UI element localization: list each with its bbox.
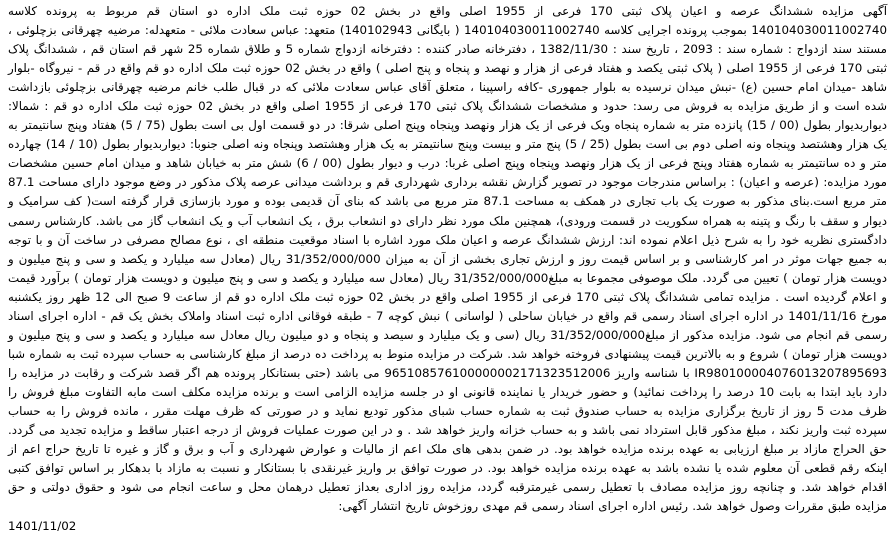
publish-date: 1401/11/02 xyxy=(8,519,77,534)
notice-body: آگهی مزایده ششدانگ عرصه و اعیان پلاک ثبتی 170 فرعی از 1955 اصلی واقع در بخش 02 حوزه ثبت ملک اداره دو استان قم مربوط به پرونده کلاسه 140104030011002740 بموجب پرونده اجرایی کلاسه 140104030011002740 ( بایگانی 140102943) متعهد: عباس سعادت ملائی - متعهدله: مرضیه چهرقانی بزچلوئی ، مستند سند ازدواج : شماره سند : 2093 ، تاریخ سند : 1382/11/30 ، دفترخانه صادر کننده : دفترخانه ازدواج شماره 5 و طلاق شماره 25 شهر قم استان قم ، ششدانگ پلاک ثبتی 170 فرعی از 1955 اصلی ( پلاک ثبتی یکصد و هفتاد فرعی از هزار و نهصد و پنجاه و پنج اصلی ) واقع در بخش 02 حوزه ثبت ملک اداره دو قم واقع در قم - نیروگاه -بلوار شاهد -میدان امام حسین (ع) -نبش میدان نرسیده به بلوار جمهوری -کافه راسپینا ، متعلق آقای عباس سعادت ملائی که در قبال طلب خانم مرضیه چهرقانی بزچلوئی بازداشت شده است و از طریق مزایده به فروش می رسد: حدود و مشخصات ششدانگ پلاک ثبتی 170 فرعی از 1955 اصلی واقع در بخش 02 حوزه ثبت ملک اداره دو قم : شمالا: دیواربدیوار بطول (00 / 15) پانزده متر به شماره پنجاه ویک فرعی از یک هزار ونهصد وپنجاه وپنج اصلی شرقا: در دو قسمت اول بی است بطول (75 / 5) هفتاد وپنج سانتیمتر به یک هزار وهشتصد وپنجاه ونه اصلی دوم بی است بطول (25 / 5) پنج متر و بیست وپنج سانتیمتر به یک هزار وهشتصد وپنجاه ونه اصلی جنوبا: دیواربدیوار بطول (10 / 14) چهارده متر و ده سانتیمتر به شماره هفتاد وپنج فرعی از یک هزار ونهصد وپنجاه وپنج اصلی غربا: درب و دیوار بطول (00 / 6) شش متر به خیابان شاهد و میدان امام حسین مشخصات مورد مزایده: (عرصه و اعیان) : براساس مندرجات موجود در تصویر گزارش نقشه برداری شهرداری قم و برداشت میدانی عرصه پلاک مذکور در وضع موجود دارای مساحت 87.1 متر مربع است.بنای مذکور به صورت یک باب تجاری در همکف به مساحت 87.1 متر مربع می باشد که بنای آن قدیمی بوده و مورد بازسازی قرار گرفته است( کف سرامیک و دیوار و سقف با رنگ و پتینه به همراه سکوریت در قسمت ورودی)، همچنین ملک مورد نظر دارای دو انشعاب برق ، یک انشعاب آب و یک انشعاب گاز می باشد. کارشناس رسمی دادگستری نظریه خود را به شرح ذیل اعلام نموده اند: ارزش ششدانگ عرصه و اعیان ملک مورد اشاره با اسناد موقعیت منطقه ای ، نوع مصالح مصرفی در ساخت آن و با توجه به جمیع جهات موثر در امر کارشناسی و بر اساس قیمت روز و ارزش تجاری بخشی از آن به میزان 31/352/000/000 ریال (معادل سه میلیارد و یکصد و سی و پنج میلیون و دویست هزار تومان ) تعیین می گردد. ملک موصوفی مجموعا به مبلغ31/352/000/000 ریال (معادل سه میلیارد و یکصد و سی و پنج میلیون و دویست هزار تومان ) برآورد قیمت و اعلام گردیده است . مزایده تمامی ششدانگ پلاک ثبتی 170 فرعی از 1955 اصلی واقع در بخش 02 حوزه ثبت ملک اداره دو قم از ساعت 9 صبح الی 12 ظهر روز یکشنبه مورخ 1401/11/16 در اداره اجرای اسناد رسمی قم واقع در خیابان ساحلی ( لواسانی ) نبش کوچه 7 - طبقه فوقانی اداره ثبت اسناد واملاک بخش یک قم - اداره اجرای اسناد رسمی قم انجام می شود. مزایده مذکور از مبلغ31/352/000/000 ریال (سی و یک میلیارد و سیصد و پنجاه و دو میلیون ریال معادل سه میلیارد و یکصد و سی و پنج میلیون و دویست هزار تومان ) شروع و به بالاترین قیمت پیشنهادی فروخته خواهد شد. شرکت در مزایده منوط به پرداخت ده درصد از مبلغ کارشناسی به حساب سپرده ثبت به شماره شبا IR980100004076013207895693 با شناسه واریز 965108576100000002171323512006 می باشد (حتی بستانکار پرونده هم اگر قصد شرکت و رقابت در مزایده را دارد باید ابتدا به بابت 10 درصد را پرداخت نمائید) و حضور خریدار یا نماینده قانونی او در جلسه مزایده الزامی است و برنده مزایده مکلف است مابه التفاوت مبلغ فروش را ظرف مدت 5 روز از تاریخ برگزاری مزایده به حساب صندوق ثبت به شماره حساب شبای مذکور تودیع نماید و در صورتی که ظرف مهلت مقرر ، مانده فروش را به حساب سپرده ثبت واریز نکند ، مبلغ مذکور قابل استرداد نمی باشد و به حساب خزانه واریز خواهد شد . و در این صورت عملیات فروش از درجه اعتبار ساقط و مزایده تجدید می گردد. حق الحراج مازاد بر مبلغ ارزیابی به عهده برنده مزایده خواهد بود. در ضمن بدهی های ملک اعم از مالیات و عوارض شهرداری و آب و برق و گاز و غیره تا تاریخ حراج اعم از اینکه رقم قطعی آن معلوم شده یا نشده باشد به عهده برنده مزایده خواهد بود. در صورت توافق بر واریز غیرنقدی با بستانکار و نسبت به مازاد با بدهکار بر اساس توافق کتبی اقدام خواهد شد. و چنانچه روز مزایده مصادف با تعطیل رسمی غیرمترقبه گردد، مزایده روز اداری بعداز تعطیل درهمان محل و ساعت انجام می شود و حقوق دولتی و حق مزایده طبق مقررات وصول خواهد شد. رئیس اداره اجرای اسناد رسمی قم مهدی روزخوش تاریخ انتشار آگهی: xyxy=(8,4,888,514)
